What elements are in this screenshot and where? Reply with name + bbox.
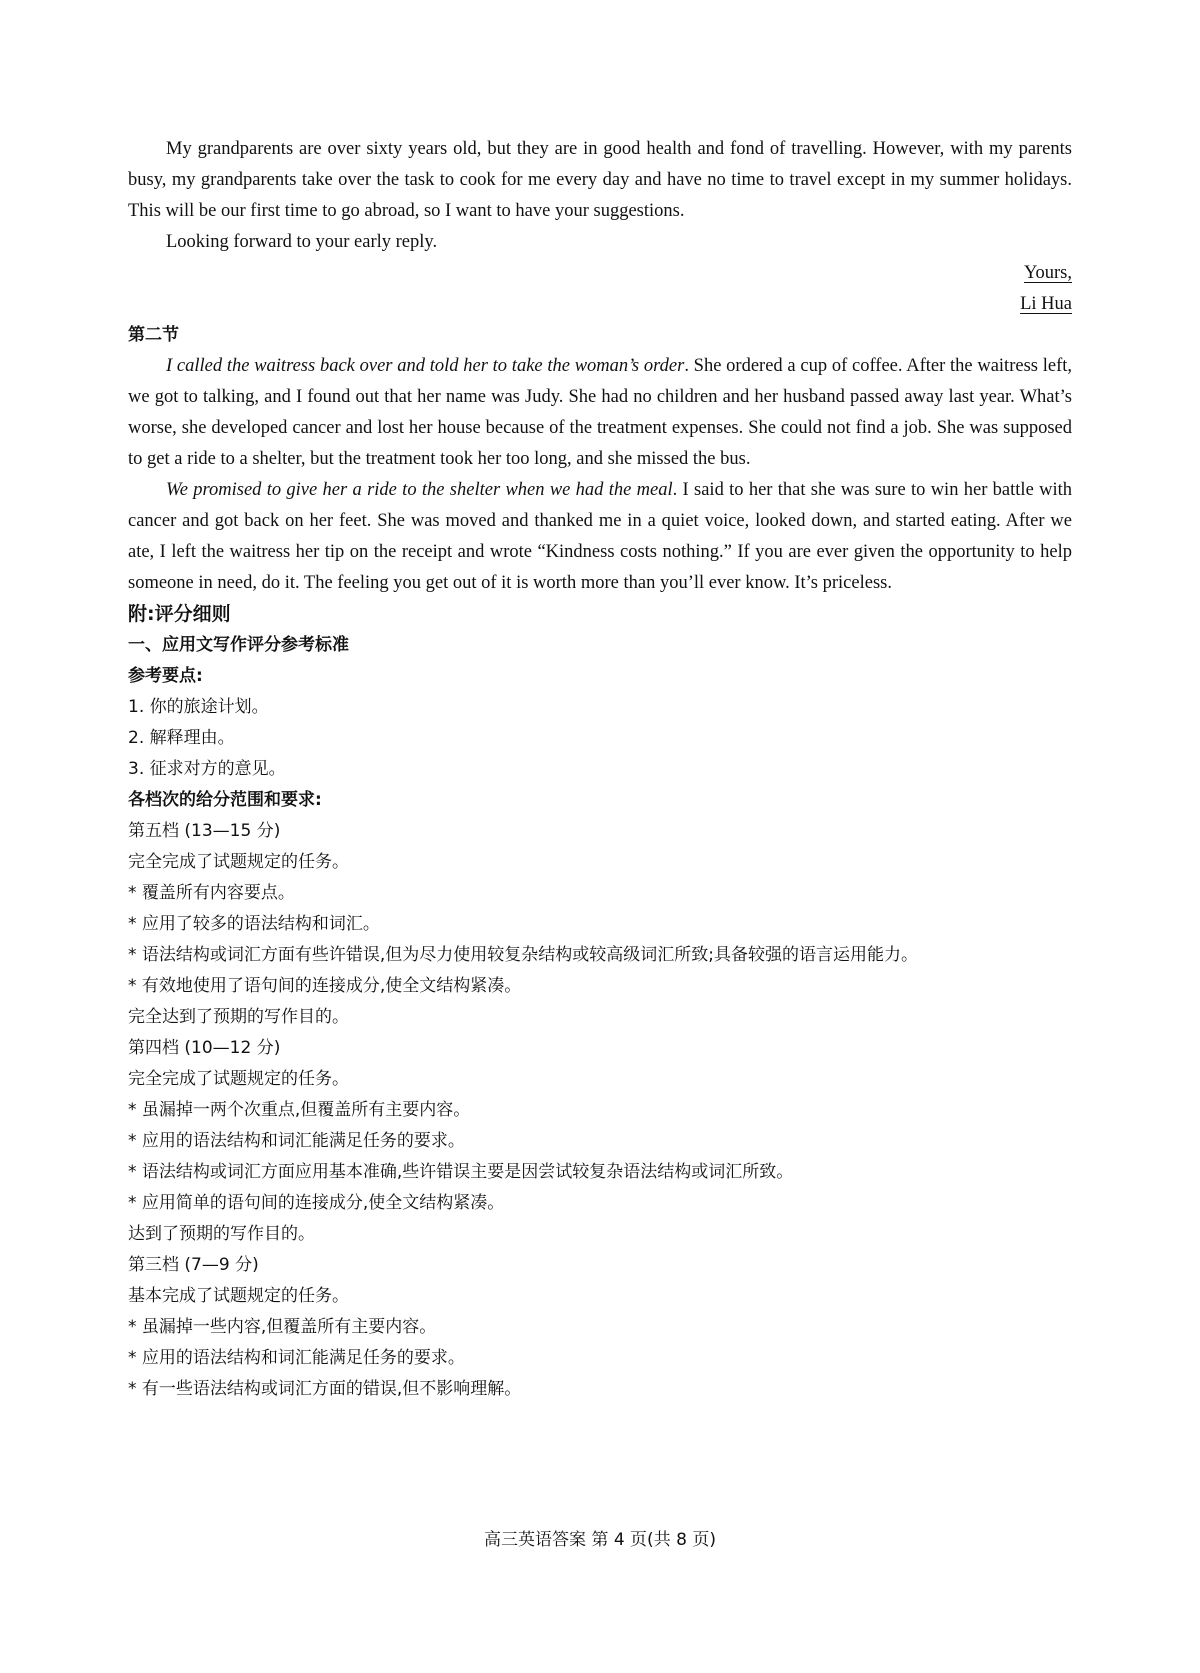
section-2-heading: 第二节 xyxy=(128,325,179,345)
level-5-line: * 语法结构或词汇方面有些许错误,但为尽力使用较复杂结构或较高级词汇所致;具备较强的语言运用能力。 xyxy=(128,945,919,965)
level-5-line: 完全完成了试题规定的任务。 xyxy=(128,852,349,872)
level-4-line: * 虽漏掉一两个次重点,但覆盖所有主要内容。 xyxy=(128,1100,471,1120)
level-5-line: * 覆盖所有内容要点。 xyxy=(128,883,295,903)
key-point: 3. 征求对方的意见。 xyxy=(128,759,286,779)
letter-signature: Li Hua xyxy=(1020,294,1072,314)
level-4-line: 完全完成了试题规定的任务。 xyxy=(128,1069,349,1089)
letter-closing: Yours, xyxy=(1024,263,1072,283)
level-4-title: 第四档 (10—12 分) xyxy=(128,1038,281,1058)
level-5-line: * 应用了较多的语法结构和词汇。 xyxy=(128,914,380,934)
level-3-title: 第三档 (7—9 分) xyxy=(128,1255,259,1275)
level-3-line: 基本完成了试题规定的任务。 xyxy=(128,1286,349,1306)
answer-page xyxy=(128,134,1072,1405)
levels-heading: 各档次的给分范围和要求: xyxy=(128,790,322,810)
story-paragraph-2: We promised to give her a ride to the shelter when we had the meal. I said to her that she was sure to win her battle with cancer and got back on her feet. She was moved and thanked me in a quiet voice, looked down, and started eating. After we ate, I left the waitress her tip on the receipt and wrote “Kindness costs nothing.” If you are ever given the opportunity to help someone in need, do it. The feeling you get out of it is worth more than you’ll ever know. It’s priceless. xyxy=(128,480,1072,593)
level-4-line: * 应用简单的语句间的连接成分,使全文结构紧凑。 xyxy=(128,1193,505,1213)
level-5-line: 完全达到了预期的写作目的。 xyxy=(128,1007,349,1027)
key-point: 1. 你的旅途计划。 xyxy=(128,697,269,717)
level-3-line: * 应用的语法结构和词汇能满足任务的要求。 xyxy=(128,1348,465,1368)
scoring-standard-heading: 一、应用文写作评分参考标准 xyxy=(128,635,349,655)
level-4-line: * 语法结构或词汇方面应用基本准确,些许错误主要是因尝试较复杂语法结构或词汇所致。 xyxy=(128,1162,794,1182)
key-point: 2. 解释理由。 xyxy=(128,728,235,748)
story-prompt-1: I called the waitress back over and told her to take the woman’s order xyxy=(166,356,685,376)
page-footer: 高三英语答案 第 4 页(共 8 页) xyxy=(484,1530,716,1550)
story-paragraph-1: I called the waitress back over and told her to take the woman’s order. She ordered a cup of coffee. After the waitress left, we got to talking, and I found out that her name was Judy. She had no children and her husband passed away last year. What’s worse, she developed cancer and lost her house because of the treatment expenses. She could not find a job. She was supposed to get a ride to a shelter, but the treatment took her too long, and she missed the bus. xyxy=(128,356,1072,469)
letter-paragraph-1: My grandparents are over sixty years old, but they are in good health and fond of travelling. However, with my parents busy, my grandparents take over the task to cook for me every day and have no time to travel except in my summer holidays. This will be our first time to go abroad, so I want to have your suggestions. xyxy=(128,139,1072,221)
appendix-heading: 附:评分细则 xyxy=(128,603,231,625)
level-5-title: 第五档 (13—15 分) xyxy=(128,821,281,841)
level-4-line: * 应用的语法结构和词汇能满足任务的要求。 xyxy=(128,1131,465,1151)
level-3-line: * 有一些语法结构或词汇方面的错误,但不影响理解。 xyxy=(128,1379,522,1399)
level-3-line: * 虽漏掉一些内容,但覆盖所有主要内容。 xyxy=(128,1317,437,1337)
story-prompt-2: We promised to give her a ride to the shelter when we had the meal xyxy=(166,480,673,500)
letter-paragraph-2: Looking forward to your early reply. xyxy=(166,232,438,252)
level-5-line: * 有效地使用了语句间的连接成分,使全文结构紧凑。 xyxy=(128,976,522,996)
level-4-line: 达到了预期的写作目的。 xyxy=(128,1224,315,1244)
key-points-heading: 参考要点: xyxy=(128,666,203,686)
